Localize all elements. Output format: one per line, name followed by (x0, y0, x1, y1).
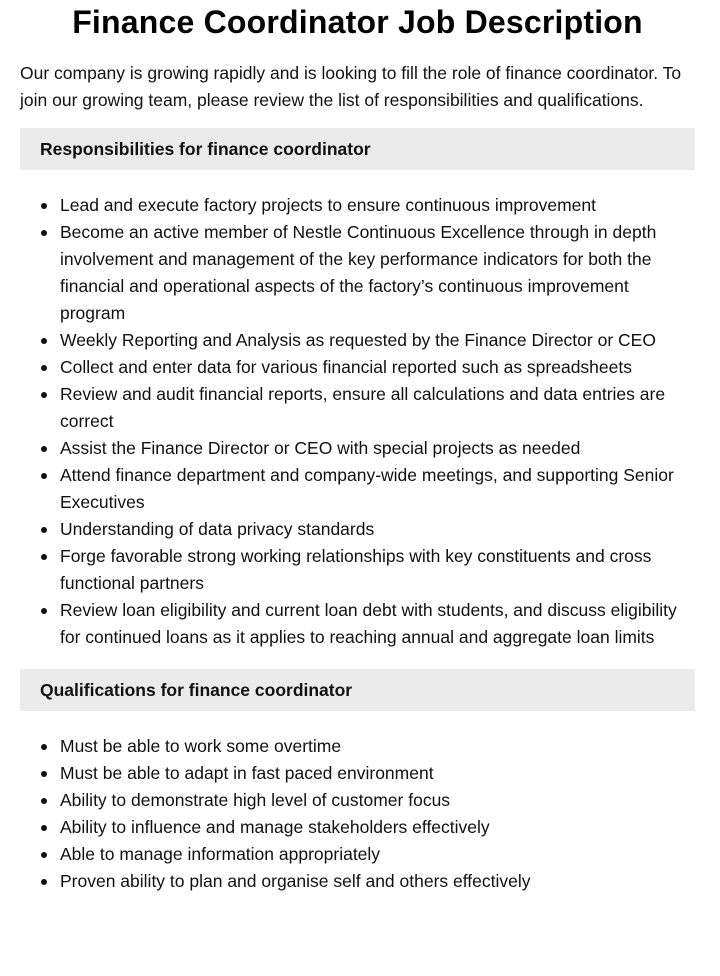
intro-paragraph: Our company is growing rapidly and is looking to fill the role of finance coordinator. To join our growing team, please review the list of responsibilities and qualifications. (20, 63, 682, 110)
list-item: Ability to influence and manage stakeholders effectively (20, 814, 695, 841)
list-item: Must be able to work some overtime (20, 733, 695, 760)
page-title: Finance Coordinator Job Description (72, 4, 643, 40)
qualifications-list (20, 733, 695, 895)
list-item: Lead and execute factory projects to ensure continuous improvement (20, 192, 695, 219)
list-item: Attend finance department and company-wide meetings, and supporting Senior Executives (20, 462, 695, 516)
list-item: Review loan eligibility and current loan debt with students, and discuss eligibility for continued loans as it applies to reaching annual and aggregate loan limits (20, 597, 695, 651)
list-item: Ability to demonstrate high level of customer focus (20, 787, 695, 814)
list-item: Review and audit financial reports, ensure all calculations and data entries are correct (20, 381, 695, 435)
list-item: Forge favorable strong working relationships with key constituents and cross functional partners (20, 543, 695, 597)
list-item: Able to manage information appropriately (20, 841, 695, 868)
responsibilities-list (20, 192, 695, 651)
list-item: Proven ability to plan and organise self and others effectively (20, 868, 695, 895)
qualifications-heading: Qualifications for finance coordinator (20, 669, 695, 711)
list-item: Become an active member of Nestle Continuous Excellence through in depth involvement and management of the key performance indicators for both the financial and operational aspects of the factory’s continuous improvement program (20, 219, 695, 327)
list-item: Assist the Finance Director or CEO with special projects as needed (20, 435, 695, 462)
list-item: Understanding of data privacy standards (20, 516, 695, 543)
list-item: Collect and enter data for various financial reported such as spreadsheets (20, 354, 695, 381)
responsibilities-heading: Responsibilities for finance coordinator (20, 128, 695, 170)
list-item: Weekly Reporting and Analysis as requested by the Finance Director or CEO (20, 327, 695, 354)
list-item: Must be able to adapt in fast paced environment (20, 760, 695, 787)
